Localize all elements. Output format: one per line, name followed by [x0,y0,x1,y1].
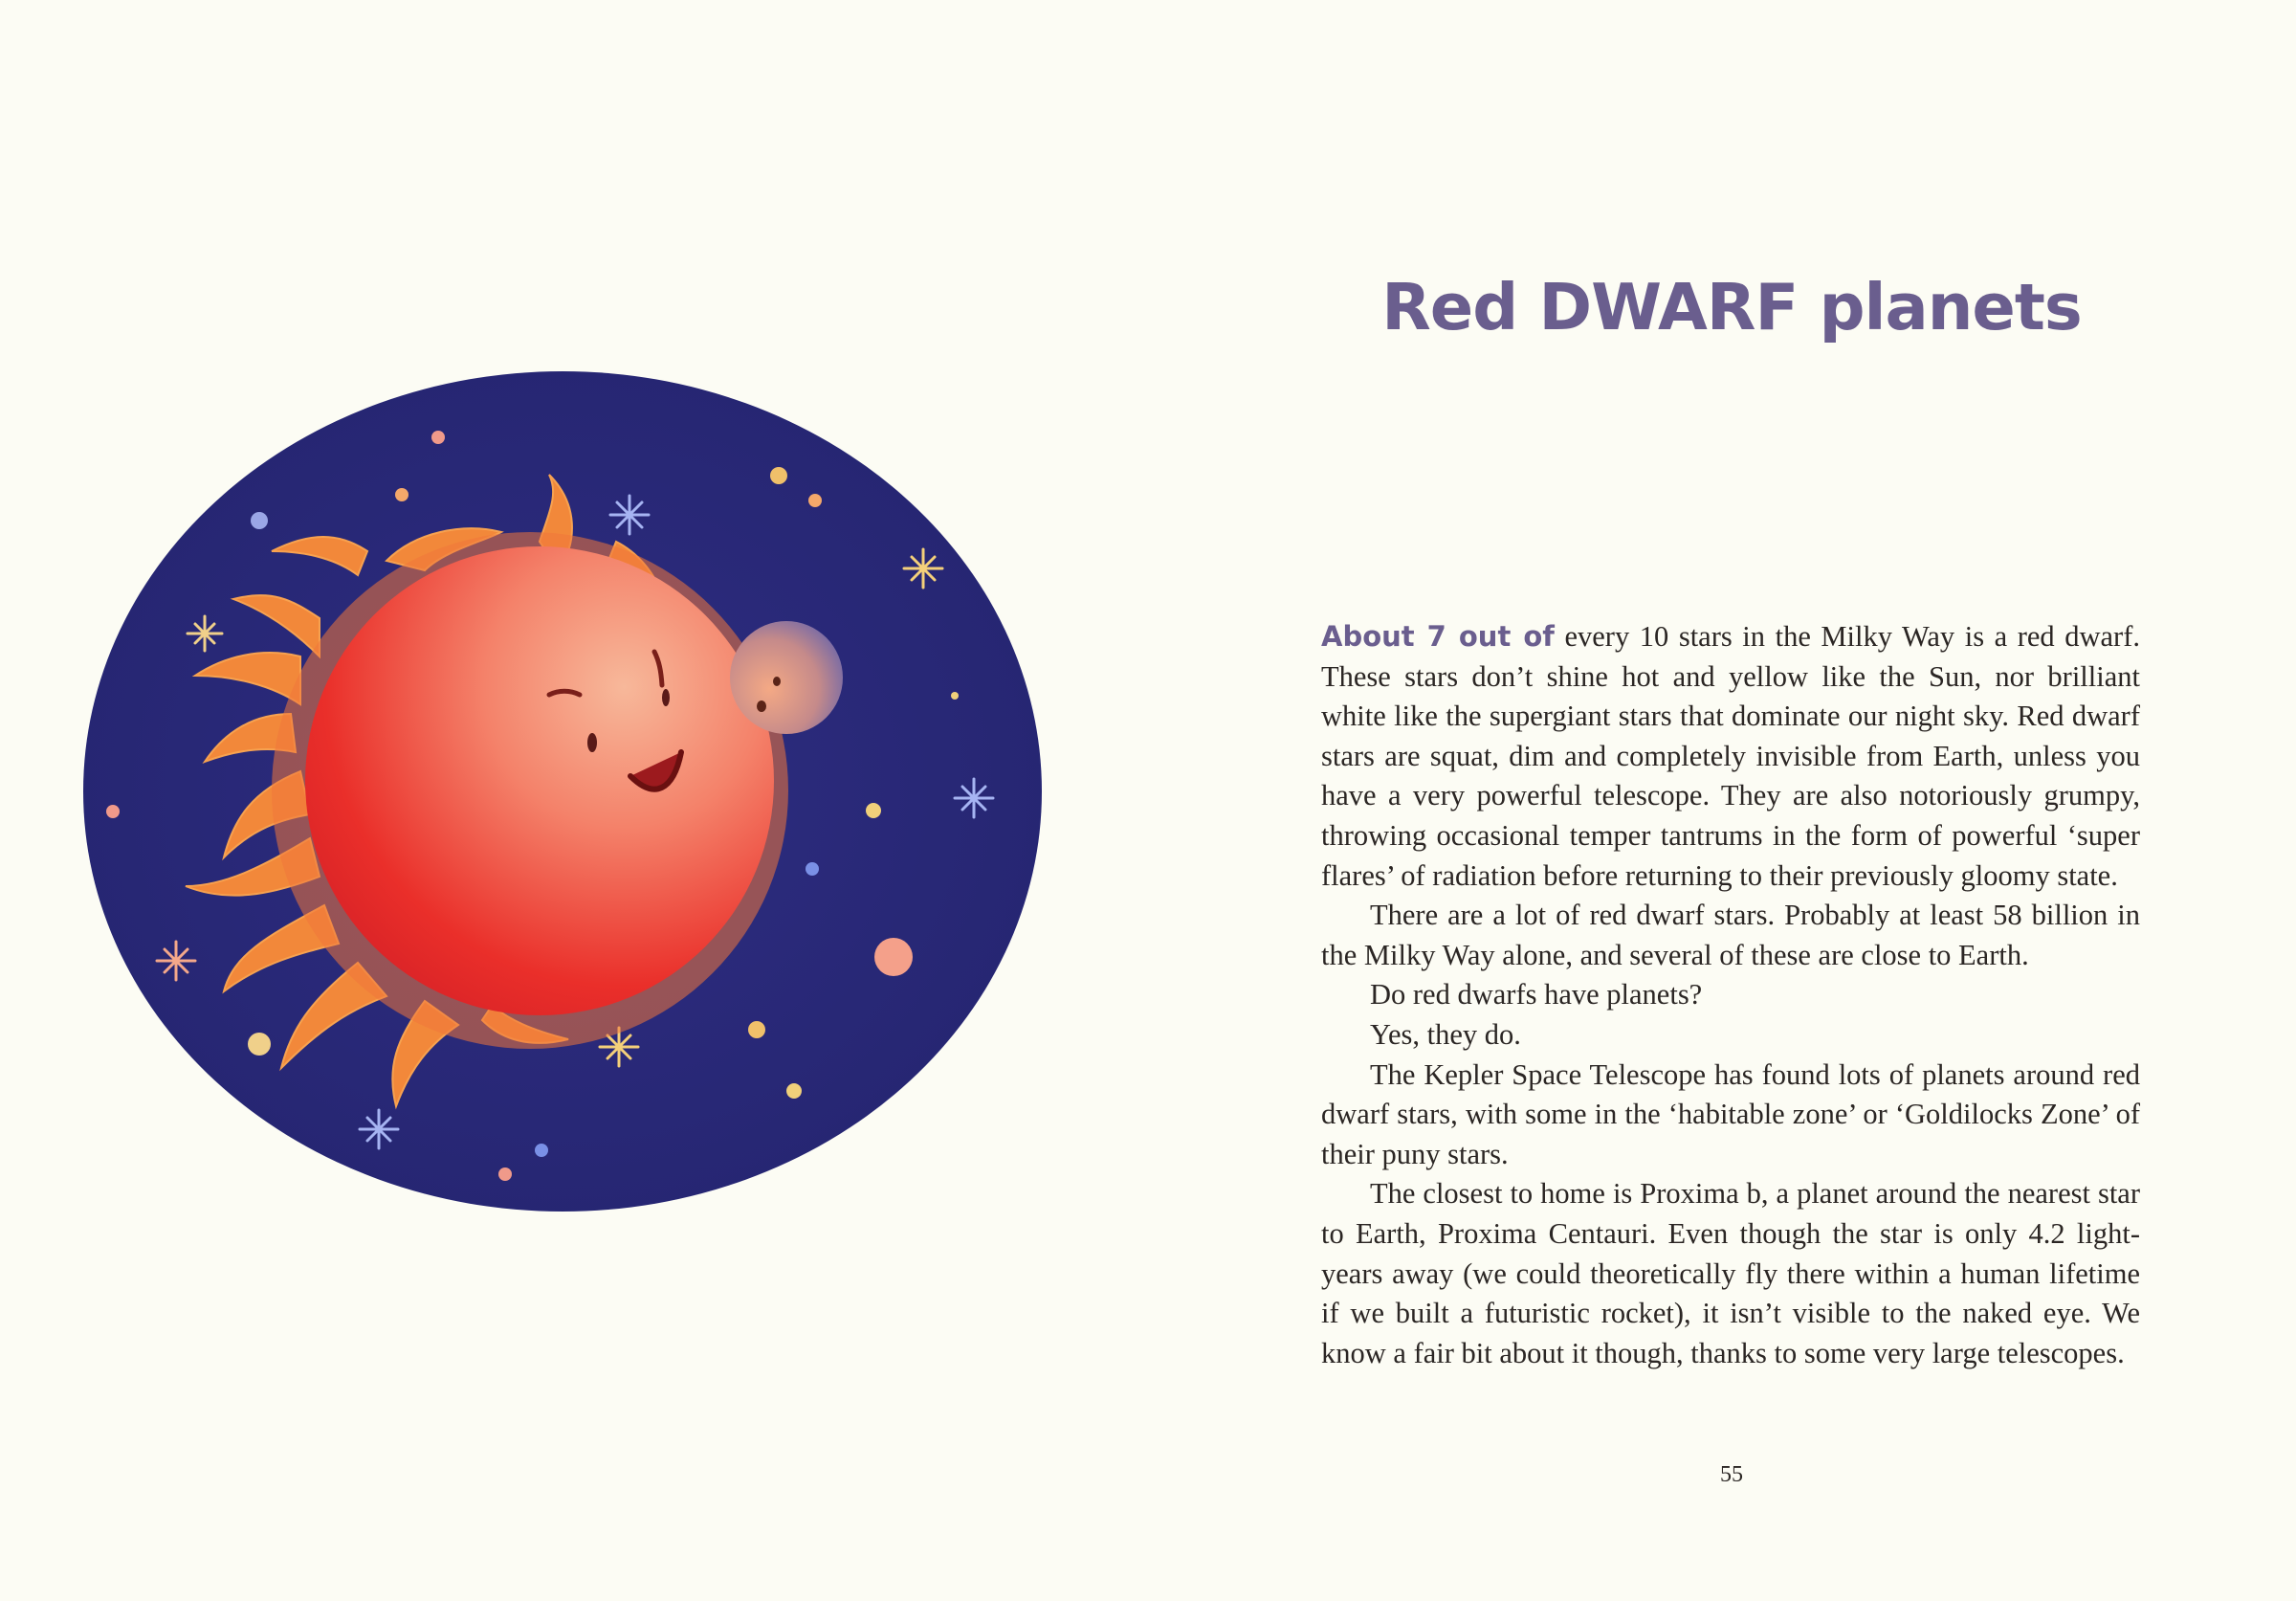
page-title: Red DWARF planets [1381,270,2082,345]
red-dwarf-star-icon [272,532,788,1049]
paragraph-text: every 10 stars in the Milky Way is a red dwarf. These stars don’t shine hot and yellow like the Sun, nor brilliant white like the supergiant stars that dominate our night sky. Red dwarf stars are squat, dim and completely invisible from Earth, unless you have a very powerful telescope. They are also notoriously grumpy, throwing occasional temper tantrums in the form of powerful ‘super flares’ of radiation before returning to their previously gloomy state. [1321,620,2140,892]
lead-in: About 7 out of [1321,620,1555,653]
small-planet-icon [730,621,843,734]
night-sky-oval [80,369,1045,1213]
paragraph [1321,617,2140,896]
article-body [1321,617,2140,1373]
paragraph: Do red dwarfs have planets? [1370,978,1703,1012]
page-number: 55 [1720,1462,1743,1487]
paragraph: There are a lot of red dwarf stars. Probably at least 58 billion in the Milky Way alone, and several of these are close to Earth. [1321,899,2140,971]
paragraph: The Kepler Space Telescope has found lots of planets around red dwarf stars, with some in the ‘habitable zone’ or ‘Goldilocks Zone’ of their puny stars. [1321,1057,2140,1170]
paragraph: The closest to home is Proxima b, a planet around the nearest star to Earth, Proxima Centauri. Even though the star is only 4.2 light-years away (we could theoretically fly there within a human lifetime if we built a futuristic rocket), it isn’t visible to the naked eye. We know a fair bit about it though, thanks to some very large telescopes. [1321,1177,2140,1369]
paragraph: Yes, they do. [1370,1017,1521,1051]
red-dwarf-illustration [80,369,1045,1213]
